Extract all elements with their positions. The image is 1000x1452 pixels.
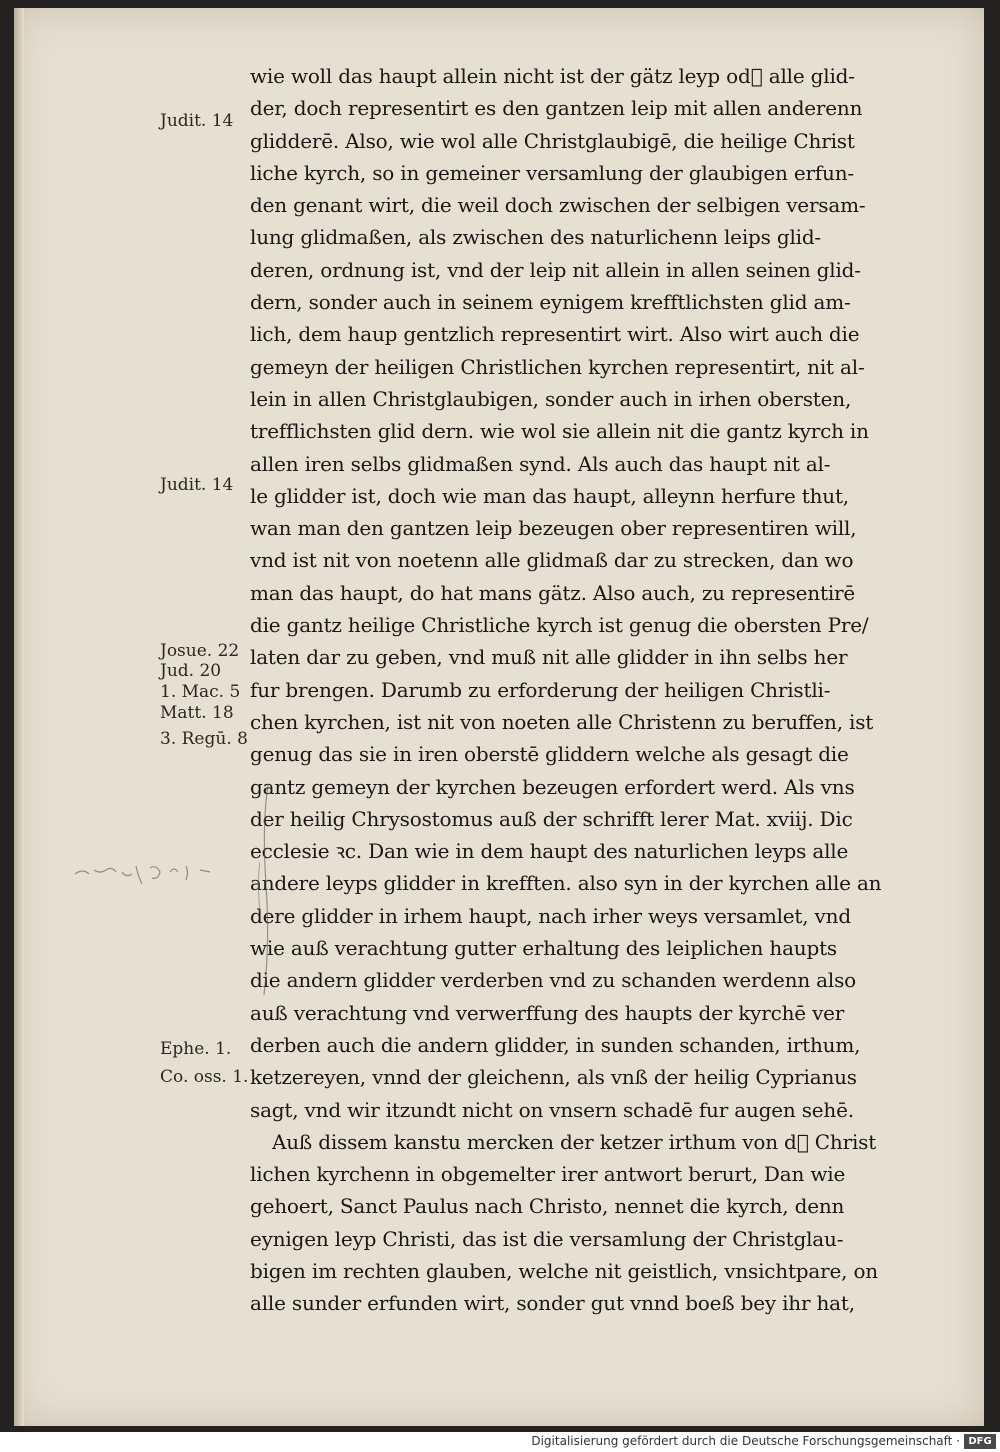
text-line: gemeyn der heiligen Christlichen kyrchen representirt, nit al‑ [250,354,865,379]
text-line: vnd ist nit von noetenn alle glidmaß dar zu strecken, dan wo [250,548,854,573]
text-line: gantz gemeyn der kyrchen bezeugen erfordert werd. Als vns [250,774,855,799]
text-line: liche kyrch, so in gemeiner versamlung der glaubigen erfun‑ [250,160,854,185]
text-line: dere glidder in irhem haupt, nach irher weys versamlet, vnd [250,903,851,928]
text-line: lung glidmaßen, als zwischen des naturlichenn leips glid‑ [250,225,821,250]
main-text-block [250,60,950,1320]
text-line: trefflichsten glid dern. wie wol sie allein nit die gantz kyrch in [250,419,869,444]
text-line: glidderē. Also, wie wol alle Christglaubigē, die heilige Christ [250,128,855,153]
text-line: laten dar zu geben, vnd muß nit alle glidder in ihn selbs her [250,645,848,670]
text-line: auß verachtung vnd verwerffung des haupts der kyrchē ver [250,1000,845,1025]
margin-bracket-icon [258,780,272,1000]
margin-reference: 1. Mac. 5 [160,682,241,702]
margin-reference: Judit. 14 [160,111,234,131]
pencil-annotation-icon [70,852,260,912]
text-line: lichen kyrchenn in obgemelter irer antwort berurt, Dan wie [250,1162,846,1187]
text-line: chen kyrchen, ist nit von noeten alle Christenn zu beruffen, ist [250,709,874,734]
margin-reference: Co. oss. 1. [160,1067,249,1087]
page-gutter-shadow [14,8,24,1426]
text-line: wan man den gantzen leip bezeugen ober representiren will, [250,516,857,541]
text-line: der heilig Chrysostomus auß der schrifft lerer Mat. xviij. Dic [250,806,853,831]
text-line: wie woll das haupt allein nicht ist der gätz leyp od᷑ alle glid‑ [250,64,855,88]
margin-reference: Josue. 22 [160,641,240,661]
dfg-logo-icon: DFG [964,1434,996,1449]
text-line: wie auß verachtung gutter erhaltung des leiplichen haupts [250,936,837,961]
text-line: ketzereyen, vnnd der gleichenn, als vnß der heilig Cyprianus [250,1065,857,1090]
text-line: lich, dem haup gentzlich representirt wirt. Also wirt auch die [250,322,860,347]
digitization-footer [0,1432,1000,1452]
text-line: sagt, vnd wir itzundt nicht on vnsern schadē fur augen sehē. [250,1097,854,1122]
text-line: ecclesie ꝛc. Dan wie in dem haupt des naturlichen leyps alle [250,839,849,864]
text-line: die andern glidder verderben vnd zu schanden werdenn also [250,968,857,993]
text-line: fur brengen. Darumb zu erforderung der heiligen Christli‑ [250,677,831,702]
text-line: genug das sie in iren oberstē gliddern welche als gesagt die [250,742,849,767]
text-line: bigen im rechten glauben, welche nit geistlich, vnsichtpare, on [250,1258,878,1283]
footer-credit: Digitalisierung gefördert durch die Deutsche Forschungsgemeinschaft · [531,1434,960,1448]
margin-reference: Matt. 18 [160,703,234,723]
text-line: alle sunder erfunden wirt, sonder gut vnnd boeß bey ihr hat, [250,1291,855,1316]
text-line: den genant wirt, die weil doch zwischen der selbigen versam‑ [250,193,866,218]
text-line: dern, sonder auch in seinem eynigem krefftlichsten glid am‑ [250,290,851,315]
text-line: eynigen leyp Christi, das ist die versamlung der Christglau‑ [250,1226,844,1251]
text-line: le glidder ist, doch wie man das haupt, alleynn herfure thut, [250,483,849,508]
margin-reference: Jud. 20 [160,661,222,681]
text-line: allen iren selbs glidmaßen synd. Als auch das haupt nit al‑ [250,451,831,476]
text-line: Auß dissem kanstu mercken der ketzer irthum von d᷑ Christ [272,1129,877,1154]
margin-reference: 3. Regū. 8 [160,729,248,749]
text-line: die gantz heilige Christliche kyrch ist genug die obersten Pre/ [250,613,869,638]
text-line: gehoert, Sanct Paulus nach Christo, nennet die kyrch, denn [250,1194,845,1219]
text-line: man das haupt, do hat mans gätz. Also auch, zu representirē [250,580,856,605]
text-line: der, doch representirt es den gantzen leip mit allen anderenn [250,96,863,121]
margin-reference: Judit. 14 [160,475,234,495]
text-line: derben auch die andern glidder, in sunden schanden, irthum, [250,1032,861,1057]
text-line: lein in allen Christglaubigen, sonder auch in irhen obersten, [250,386,852,411]
text-line: andere leyps glidder in krefften. also syn in der kyrchen alle an [250,871,882,896]
margin-reference: Ephe. 1. [160,1039,232,1059]
text-line: deren, ordnung ist, vnd der leip nit allein in allen seinen glid‑ [250,257,861,282]
